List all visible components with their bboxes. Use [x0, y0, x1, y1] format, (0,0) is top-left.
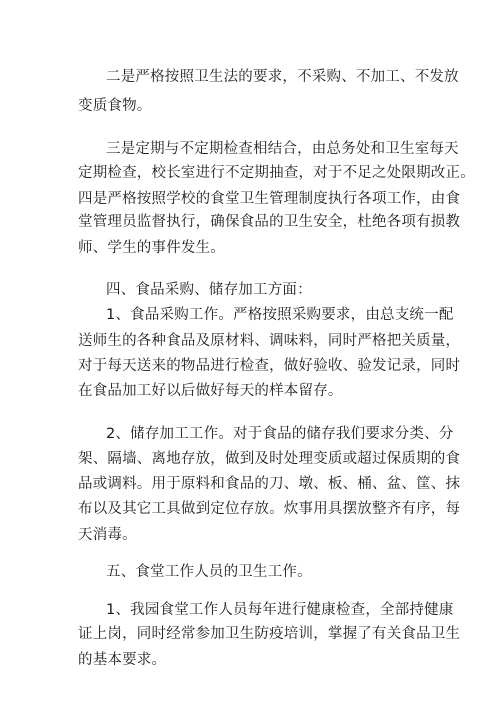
text-line: 在食品加工好以后做好每天的样本留存。	[78, 383, 343, 399]
text-line: 布以及其它工具做到定位存放。炊事用具摆放整齐有序，每	[78, 501, 461, 517]
text-line: 堂管理员监督执行，确保食品的卫生安全，杜绝各项有损教	[78, 214, 461, 230]
text-line: 变质食物。	[78, 98, 152, 114]
text-line: 2、储存加工工作。对于食品的储存我们要求分类、分	[106, 426, 454, 442]
text-line: 三是定期与不定期检查相结合，由总务处和卫生室每天	[106, 141, 459, 157]
text-line: 1、我园食堂工作人员每年进行健康检查，全部持健康	[106, 602, 454, 618]
text-line: 1、食品采购工作。严格按照采购要求，由总支统一配	[106, 307, 454, 323]
text-line: 对于每天送来的物品进行检查，做好验收、验发记录，同时	[78, 358, 461, 374]
text-line: 天消毒。	[78, 527, 137, 543]
text-line: 的基本要求。	[78, 652, 167, 668]
text-line: 送师生的各种食品及原材料、调味料，同时严格把关质量，	[78, 333, 461, 349]
section-heading: 四、食品采购、储存加工方面：	[106, 282, 312, 298]
text-line: 定期检查，校长室进行不定期抽查，对于不足之处限期改正。	[78, 165, 475, 181]
text-line: 二是严格按照卫生法的要求，不采购、不加工、不发放	[106, 69, 459, 85]
section-heading: 五、食堂工作人员的卫生工作。	[106, 564, 312, 580]
text-line: 架、隔墙、离地存放，做到及时处理变质或超过保质期的食	[78, 451, 461, 467]
text-line: 证上岗，同时经常参加卫生防疫培训，掌握了有关食品卫生	[78, 626, 461, 642]
text-line: 四是严格按照学校的食堂卫生管理制度执行各项工作，由食	[78, 191, 461, 207]
text-line: 品或调料。用于原料和食品的刀、墩、板、桶、盆、筐、抹	[78, 476, 461, 492]
text-line: 师、学生的事件发生。	[78, 240, 225, 256]
